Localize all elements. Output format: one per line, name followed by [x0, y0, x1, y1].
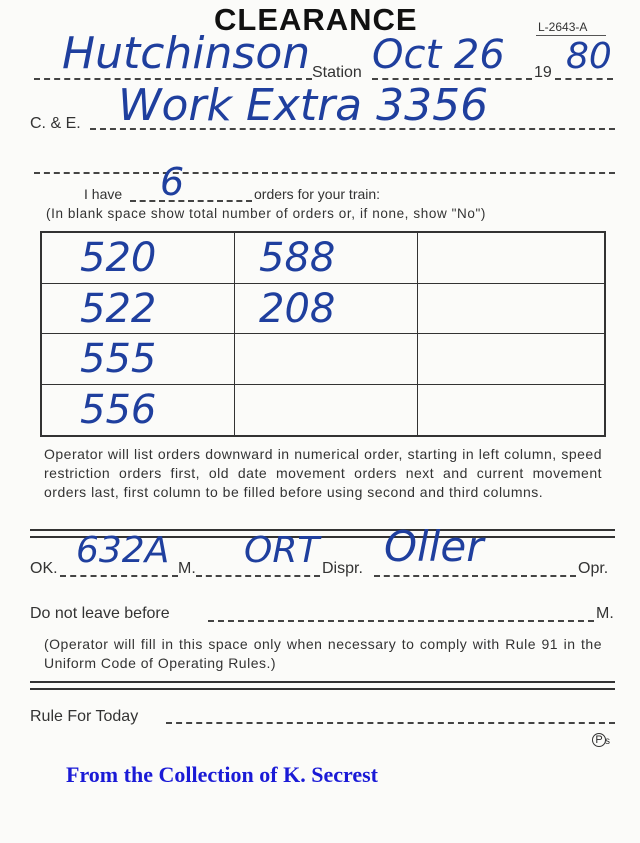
ok-label: OK. [30, 560, 58, 577]
order-cell [42, 334, 235, 385]
hw-ce: Work Extra 3356 [118, 80, 489, 131]
hw-order-count: 6 [160, 160, 185, 204]
ok-time-line [60, 575, 178, 577]
order-cell [235, 233, 418, 284]
leave-line [208, 620, 594, 622]
hw-order-number: 588 [259, 235, 336, 281]
hw-order-number: 522 [80, 285, 157, 332]
hw-year: 80 [566, 36, 612, 77]
blank-line [34, 172, 615, 174]
orders-suffix: orders for your train: [254, 186, 381, 202]
initials-line [196, 575, 320, 577]
hw-date: Oct 26 [372, 32, 505, 78]
order-cell [235, 334, 418, 385]
leave-m-label: M. [596, 605, 614, 622]
order-count-line [130, 200, 252, 202]
hw-ok-time: 632A [76, 530, 170, 571]
hw-order-number: 520 [80, 235, 157, 281]
hw-station: Hutchinson [62, 28, 311, 79]
dispatcher-line [374, 575, 576, 577]
order-cell [418, 334, 604, 385]
rule91-note: (Operator will fill in this space only when necessary to comply with Rule 91 in the Uniform Code of Operating Rules.) [44, 636, 602, 671]
rule-today-label: Rule For Today [30, 708, 139, 725]
hw-dispatcher: Oller [384, 522, 484, 571]
listing-instruction: Operator will list orders downward in numerical order, starting in left column, speed restriction orders first, old date movement orders next and current movement orders last, first column to be filled before using second and third columns. [44, 446, 602, 500]
orders-grid [40, 231, 606, 437]
orders-instruction: (In blank space show total number of orders or, if none, show "No") [46, 206, 486, 221]
dispr-label: Dispr. [322, 560, 363, 577]
order-cell [418, 284, 604, 335]
leave-label: Do not leave before [30, 605, 170, 622]
double-rule-2 [30, 681, 615, 690]
orders-prefix: I have [84, 186, 123, 202]
ce-label: C. & E. [30, 115, 81, 132]
hw-order-number: 556 [80, 386, 157, 433]
order-cell [418, 233, 604, 284]
order-cell [42, 385, 235, 436]
station-label: Station [312, 64, 362, 81]
printer-mark: P [592, 733, 606, 747]
rule-today-line [166, 722, 615, 724]
order-cell [418, 385, 604, 436]
form-title: CLEARANCE [214, 2, 418, 37]
printer-mark-suffix: s [605, 736, 610, 747]
order-cell [235, 284, 418, 335]
order-cell [235, 385, 418, 436]
hw-ok-initials: ORT [244, 530, 320, 571]
collection-credit: From the Collection of K. Secrest [66, 762, 378, 787]
m-label: M. [178, 560, 196, 577]
hw-order-number: 555 [80, 336, 157, 382]
form-number: L-2643-A [538, 20, 588, 34]
order-cell [42, 233, 235, 284]
order-cell [42, 284, 235, 335]
hw-order-number: 208 [259, 285, 336, 332]
year-line [555, 78, 613, 80]
opr-label: Opr. [578, 560, 609, 577]
year-prefix: 19 [534, 64, 552, 81]
